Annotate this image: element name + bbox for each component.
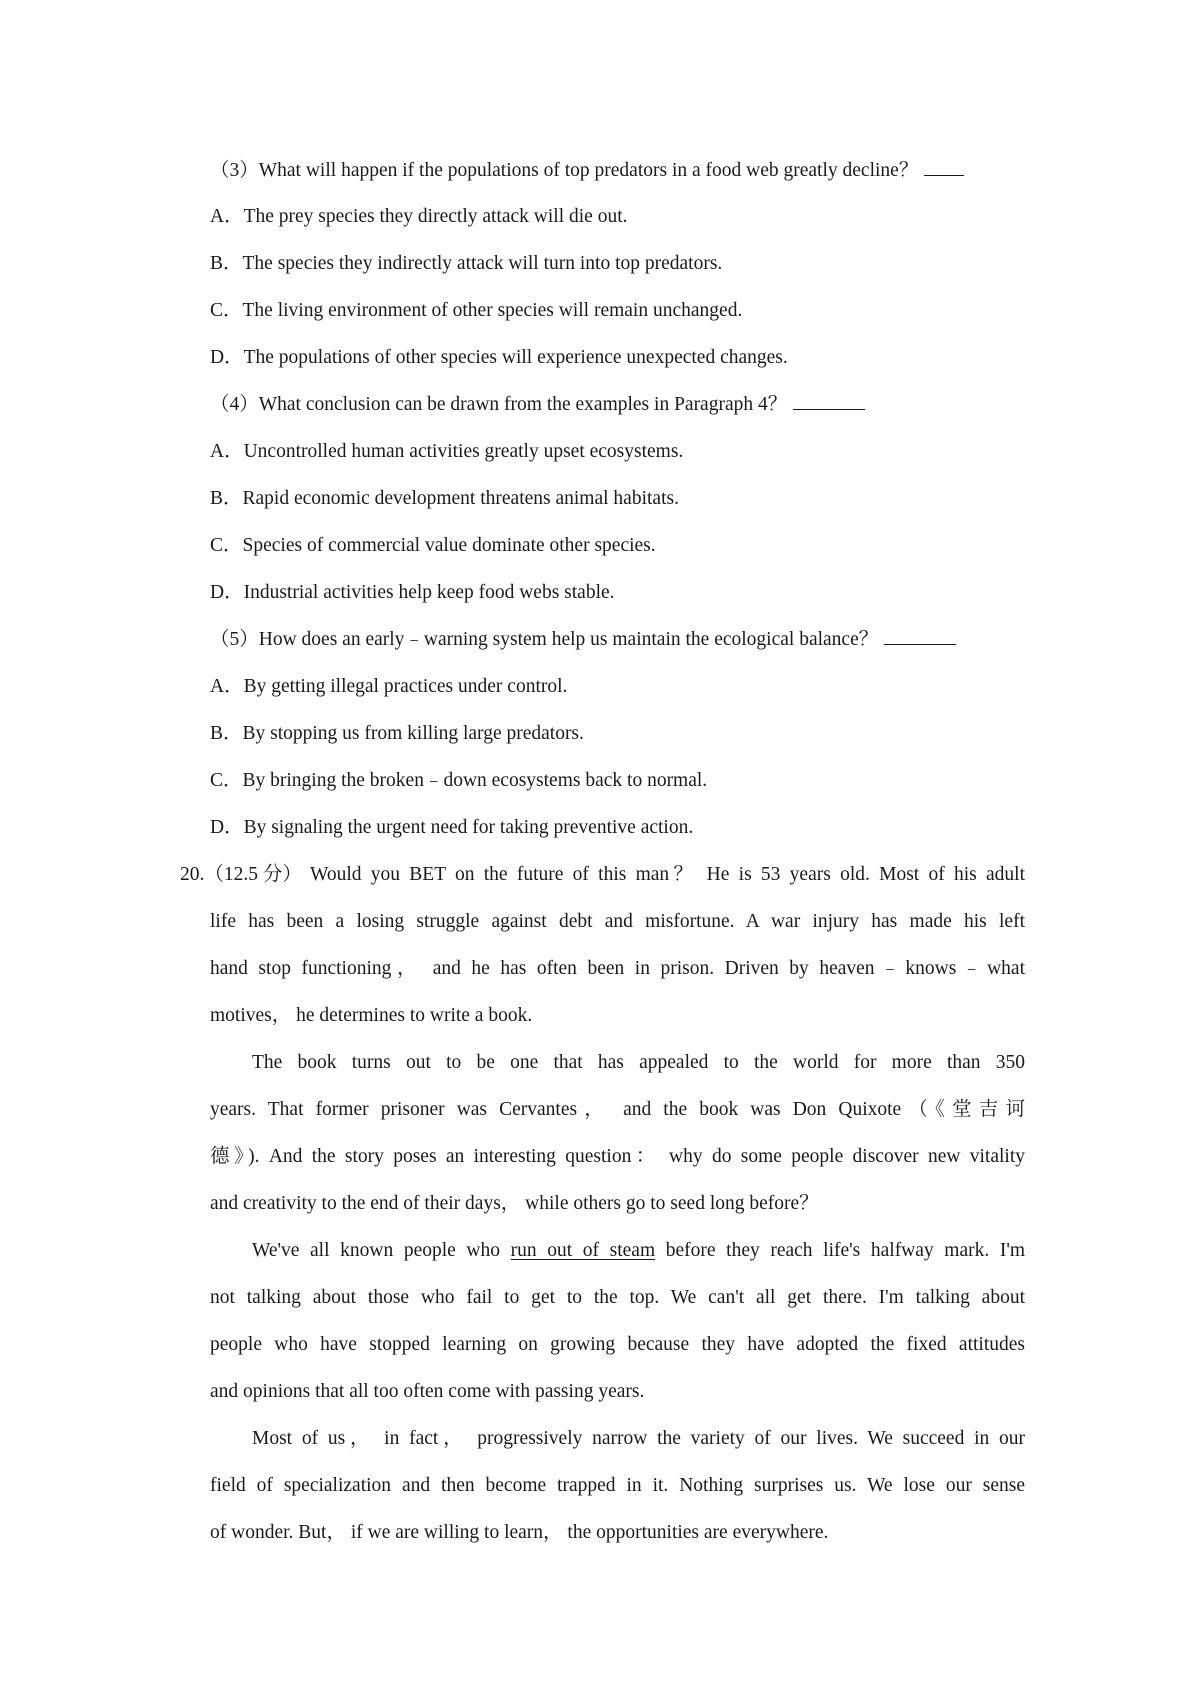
answer-blank[interactable] — [884, 626, 956, 645]
question-5-stem — [210, 626, 1025, 654]
answer-blank[interactable] — [924, 157, 964, 176]
passage-line-9 — [210, 1237, 1025, 1265]
question-number: 20. — [180, 864, 205, 885]
question-4-text: （4）What conclusion can be drawn from the examples in Paragraph 4？ — [210, 394, 788, 415]
question-4-option-a[interactable]: A．Uncontrolled human activities greatly upset ecosystems. — [210, 441, 684, 462]
underlined-phrase: run out of steam — [510, 1240, 656, 1261]
passage-line-13: Most of us， in fact， progressively narrow the variety of our lives. We succeed in our — [252, 1428, 1025, 1449]
question-5-option-b[interactable]: B．By stopping us from killing large predators. — [210, 723, 584, 744]
question-4-stem — [210, 391, 1025, 419]
question-5-option-a[interactable]: A．By getting illegal practices under control. — [210, 676, 568, 697]
question-3-stem — [210, 157, 1025, 185]
question-3-option-c[interactable]: C．The living environment of other species will remain unchanged. — [210, 300, 743, 321]
passage-line-11: people who have stopped learning on growing because they have adopted the fixed attitudes — [210, 1334, 1025, 1355]
passage-line-12: and opinions that all too often come with passing years. — [210, 1381, 645, 1402]
score-label: （12.5 分） — [204, 864, 302, 885]
passage-number — [180, 861, 302, 889]
passage-line-10: not talking about those who fail to get to the top. We can't all get there. I'm talking about — [210, 1287, 1025, 1308]
question-4-option-c[interactable]: C．Species of commercial value dominate other species. — [210, 535, 656, 556]
question-3-option-b[interactable]: B．The species they indirectly attack will turn into top predators. — [210, 253, 723, 274]
passage-line-5: The book turns out to be one that has appealed to the world for more than 350 — [252, 1052, 1025, 1073]
passage-line-2: life has been a losing struggle against debt and misfortune. A war injury has made his left — [210, 911, 1025, 932]
passage-line-15: of wonder. But， if we are willing to learn， the opportunities are everywhere. — [210, 1522, 829, 1543]
passage-line-8: and creativity to the end of their days， while others go to seed long before？ — [210, 1193, 819, 1214]
question-3-option-d[interactable]: D．The populations of other species will experience unexpected changes. — [210, 347, 788, 368]
answer-blank[interactable] — [793, 391, 865, 410]
question-5-option-d[interactable]: D．By signaling the urgent need for taking preventive action. — [210, 817, 694, 838]
passage-text: before they reach life's halfway mark. I'm — [665, 1240, 1025, 1261]
passage-line-1: Would you BET on the future of this man？ He is 53 years old. Most of his adult — [310, 864, 1025, 885]
passage-line-6: years. That former prisoner was Cervantes， and the book was Don Quixote（《堂吉诃 — [210, 1099, 1025, 1120]
passage-line-3: hand stop functioning， and he has often been in prison. Driven by heaven﹣knows﹣what — [210, 958, 1025, 979]
passage-line-7: 德》). And the story poses an interesting question： why do some people discover new vitality — [210, 1146, 1025, 1167]
passage-text: We've all known people who — [252, 1240, 501, 1261]
question-3-option-a[interactable]: A．The prey species they directly attack will die out. — [210, 206, 628, 227]
passage-line-14: field of specialization and then become trapped in it. Nothing surprises us. We lose our sense — [210, 1475, 1025, 1496]
question-4-option-d[interactable]: D．Industrial activities help keep food webs stable. — [210, 582, 615, 603]
question-5-option-c[interactable]: C．By bringing the broken﹣down ecosystems back to normal. — [210, 770, 708, 791]
passage-line-4: motives， he determines to write a book. — [210, 1005, 533, 1026]
question-3-text: （3）What will happen if the populations of top predators in a food web greatly decline？ — [210, 160, 919, 181]
question-4-option-b[interactable]: B．Rapid economic development threatens animal habitats. — [210, 488, 679, 509]
question-5-text: （5）How does an early﹣warning system help us maintain the ecological balance？ — [210, 629, 879, 650]
